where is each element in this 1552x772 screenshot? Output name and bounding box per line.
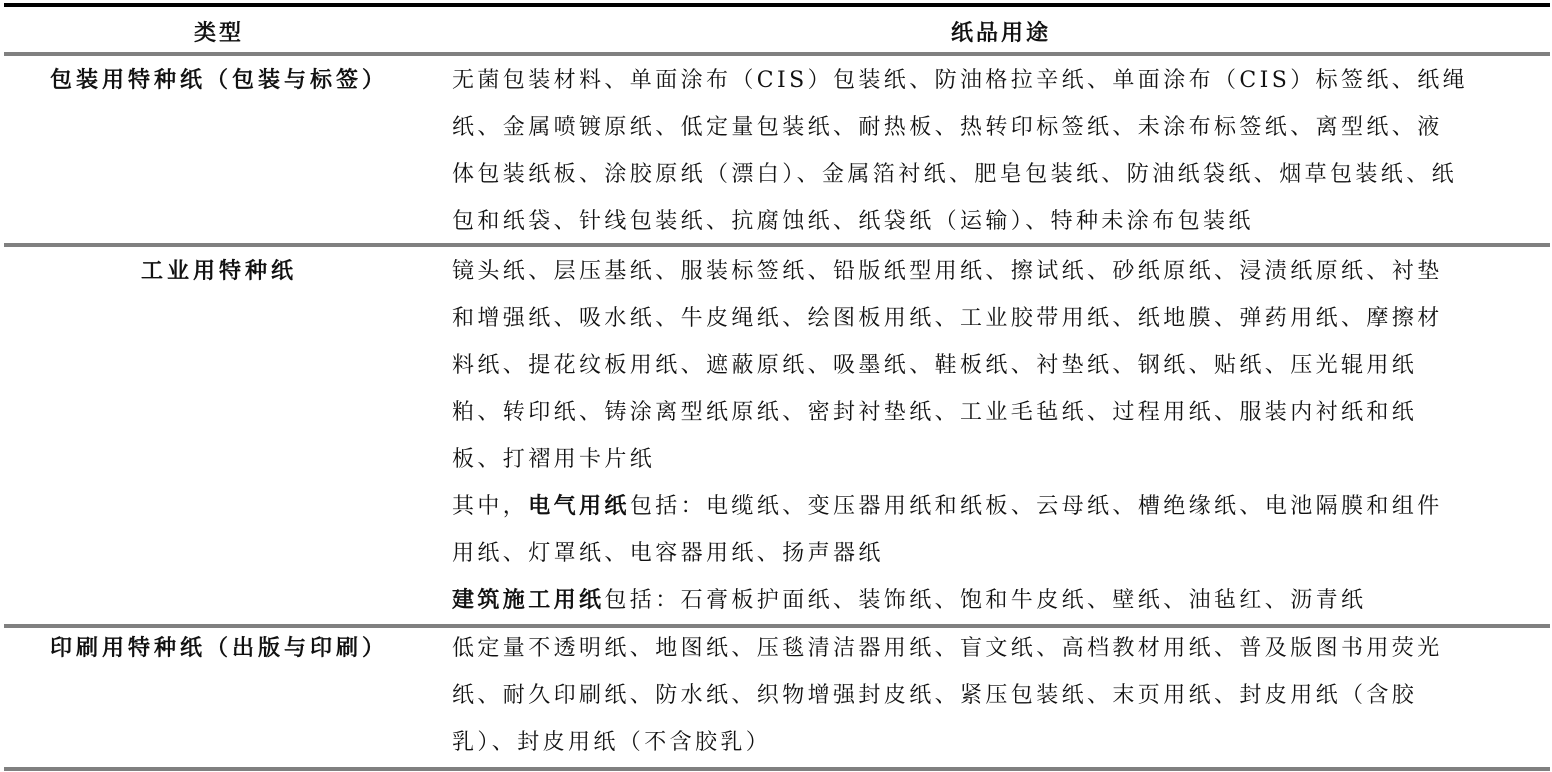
usage-line: 纸、金属喷镀原纸、低定量包装纸、耐热板、热转印标签纸、未涂布标签纸、离型纸、液 — [452, 115, 1443, 140]
usage-line: 和增强纸、吸水纸、牛皮绳纸、绘图板用纸、工业胶带用纸、纸地膜、弹药用纸、摩擦材 — [452, 306, 1443, 331]
usage-line: 乳）、封皮用纸（不含胶乳） — [452, 730, 772, 755]
usage-line: 低定量不透明纸、地图纸、压毯清洁器用纸、盲文纸、高档教材用纸、普及版图书用荧光 — [452, 636, 1443, 661]
usage-line: 板、打褶用卡片纸 — [452, 447, 656, 472]
usage-line: 镜头纸、层压基纸、服装标签纸、铅版纸型用纸、擦试纸、砂纸原纸、浸渍纸原纸、衬垫 — [452, 259, 1443, 284]
table-bottom-rule — [4, 767, 1550, 771]
usage-line: 无菌包装材料、单面涂布（CIS）包装纸、防油格拉辛纸、单面涂布（CIS）标签纸、纸绳 — [452, 68, 1468, 93]
electrical-paper-line-2: 用纸、灯罩纸、电容器用纸、扬声器纸 — [452, 541, 884, 566]
row-type-printing: 印刷用特种纸（出版与印刷） — [49, 635, 388, 661]
header-rule — [4, 52, 1550, 56]
table-top-rule — [4, 3, 1550, 7]
row-rule — [4, 243, 1550, 247]
usage-line: 体包装纸板、涂胶原纸（漂白）、金属箔衬纸、肥皂包装纸、防油纸袋纸、烟草包装纸、纸 — [452, 162, 1458, 187]
construction-suffix: 包括：石膏板护面纸、装饰纸、饱和牛皮纸、壁纸、油毡红、沥青纸 — [604, 588, 1367, 613]
row-type-industrial: 工业用特种纸 — [140, 258, 297, 284]
header-usage: 纸品用途 — [950, 20, 1051, 46]
electrical-prefix: 其中， — [452, 494, 529, 519]
usage-line: 粕、转印纸、铸涂离型纸原纸、密封衬垫纸、工业毛毡纸、过程用纸、服装内衬纸和纸 — [452, 400, 1418, 425]
construction-label: 建筑施工用纸 — [452, 587, 605, 613]
usage-line: 纸、耐久印刷纸、防水纸、织物增强封皮纸、紧压包装纸、末页用纸、封皮用纸（含胶 — [452, 683, 1418, 708]
electrical-paper-line — [452, 483, 1550, 530]
electrical-suffix: 包括：电缆纸、变压器用纸和纸板、云母纸、槽绝缘纸、电池隔膜和组件 — [629, 494, 1443, 519]
construction-paper-line — [452, 577, 1550, 624]
electrical-label: 电气用纸 — [528, 493, 630, 519]
row-usage-packaging — [452, 57, 1550, 245]
header-type: 类型 — [193, 20, 244, 46]
usage-line: 料纸、提花纹板用纸、遮蔽原纸、吸墨纸、鞋板纸、衬垫纸、钢纸、贴纸、压光辊用纸 — [452, 353, 1418, 378]
row-type-packaging: 包装用特种纸（包装与标签） — [49, 67, 388, 93]
row-usage-industrial — [452, 248, 1550, 624]
usage-line: 包和纸袋、针线包装纸、抗腐蚀纸、纸袋纸（运输）、特种未涂布包装纸 — [452, 209, 1254, 234]
row-usage-printing — [452, 625, 1550, 766]
